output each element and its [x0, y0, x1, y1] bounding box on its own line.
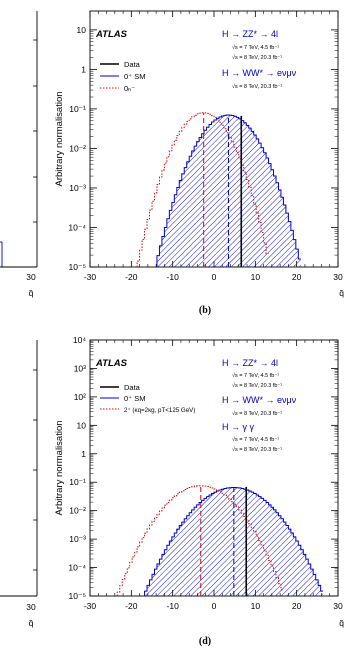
- x-tick-label: 0: [211, 601, 217, 611]
- y-tick-label: 10³: [73, 363, 86, 374]
- channels-b: [222, 29, 297, 90]
- y-tick-label: 10⁻¹: [69, 477, 86, 488]
- x-tick-label: -20: [125, 272, 138, 282]
- chart-panel-b: [54, 11, 344, 316]
- y-tick-label: 10: [76, 24, 86, 35]
- x-tick-label: 30: [333, 272, 343, 282]
- legend-d-data: Data: [124, 383, 140, 392]
- channel-d-gg: H → γ γ: [222, 422, 255, 432]
- atlas-label-b: ATLAS: [96, 29, 127, 40]
- channel-d-ww: H → WW* → eνμν: [222, 395, 297, 405]
- y-tick-label: 10: [76, 420, 86, 431]
- panel-caption-b: (b): [198, 305, 212, 316]
- channel-d-zz-line2: √s = 8 TeV, 20.3 fb⁻¹: [232, 383, 283, 389]
- left-top-tick-label: 30: [26, 272, 36, 282]
- left-bottom-tick-label: 30: [26, 602, 36, 612]
- y-tick-label: 10⁻¹: [69, 103, 86, 114]
- y-axis-label-b: Arbitrary normalisation: [54, 91, 65, 187]
- x-tick-label: -30: [83, 601, 97, 611]
- x-axis-label-b: q̃: [339, 288, 344, 298]
- y-tick-label: 10⁴: [72, 335, 86, 345]
- chart-panel-d: [54, 335, 344, 647]
- channel-b-ww-line1: √s = 8 TeV, 20.3 fb⁻¹: [232, 84, 283, 90]
- x-tick-label: -10: [166, 601, 179, 611]
- x-tick-label: 30: [333, 601, 343, 611]
- y-tick-label: 10⁻⁴: [68, 222, 86, 233]
- left-top-axis-label: q̃: [28, 288, 34, 298]
- y-tick-label: 10⁻³: [69, 182, 86, 193]
- channels-d: [222, 358, 297, 453]
- panel-caption-d: (d): [198, 636, 212, 647]
- x-tick-label: -30: [83, 272, 97, 282]
- channel-d-gg-line1: √s = 7 TeV, 4.5 fb⁻¹: [232, 437, 280, 443]
- channel-d-gg-line2: √s = 8 TeV, 20.3 fb⁻¹: [232, 447, 283, 453]
- legend-d: [100, 383, 195, 414]
- y-tick-label: 1: [81, 64, 86, 75]
- channel-d-ww-line1: √s = 8 TeV, 20.3 fb⁻¹: [232, 411, 283, 417]
- y-tick-label: 10⁻⁴: [68, 562, 86, 573]
- legend-d-alt: 2⁺ (κq=2κg, pT<125 GeV): [124, 407, 196, 414]
- y-tick-label: 10⁻⁵: [68, 262, 86, 272]
- y-tick-label: 1: [81, 448, 86, 459]
- left-fragment-bottom: [0, 340, 37, 628]
- y-tick-label: 10⁻²: [69, 505, 86, 516]
- legend-b-data: Data: [124, 60, 140, 69]
- x-tick-label: -20: [125, 601, 138, 611]
- x-tick-label: 20: [291, 601, 302, 611]
- x-tick-label: 0: [211, 272, 217, 282]
- channel-d-zz-line1: √s = 7 TeV, 4.5 fb⁻¹: [232, 373, 280, 379]
- y-axis-label-d: Arbitrary normalisation: [54, 420, 65, 516]
- x-tick-label: 20: [291, 272, 302, 282]
- left-bottom-axis-label: q̃: [28, 618, 34, 628]
- y-tick-label: 10⁻⁵: [68, 591, 86, 601]
- legend-b-sm: 0⁺ SM: [124, 72, 146, 81]
- legend-d-sm: 0⁺ SM: [124, 394, 146, 403]
- y-tick-label: 10⁻³: [69, 534, 86, 545]
- channel-b-ww: H → WW* → eνμν: [222, 68, 297, 78]
- atlas-label-d: ATLAS: [96, 358, 127, 369]
- x-tick-label: -10: [166, 272, 179, 282]
- x-tick-label: 10: [250, 601, 261, 611]
- y-tick-label: 10⁻²: [69, 143, 86, 154]
- legend-b-alt: 0ₕ⁻: [124, 84, 136, 93]
- channel-d-zz: H → ZZ* → 4l: [222, 358, 279, 368]
- left-fragment-top: [0, 11, 37, 298]
- y-tick-label: 10²: [73, 391, 86, 402]
- channel-b-zz-line1: √s = 7 TeV, 4.5 fb⁻¹: [232, 45, 280, 51]
- x-tick-label: 10: [250, 272, 261, 282]
- channel-b-zz: H → ZZ* → 4l: [222, 29, 279, 39]
- x-axis-label-d: q̃: [339, 618, 344, 628]
- channel-b-zz-line2: √s = 8 TeV, 20.3 fb⁻¹: [232, 55, 283, 61]
- legend-b: [100, 60, 145, 93]
